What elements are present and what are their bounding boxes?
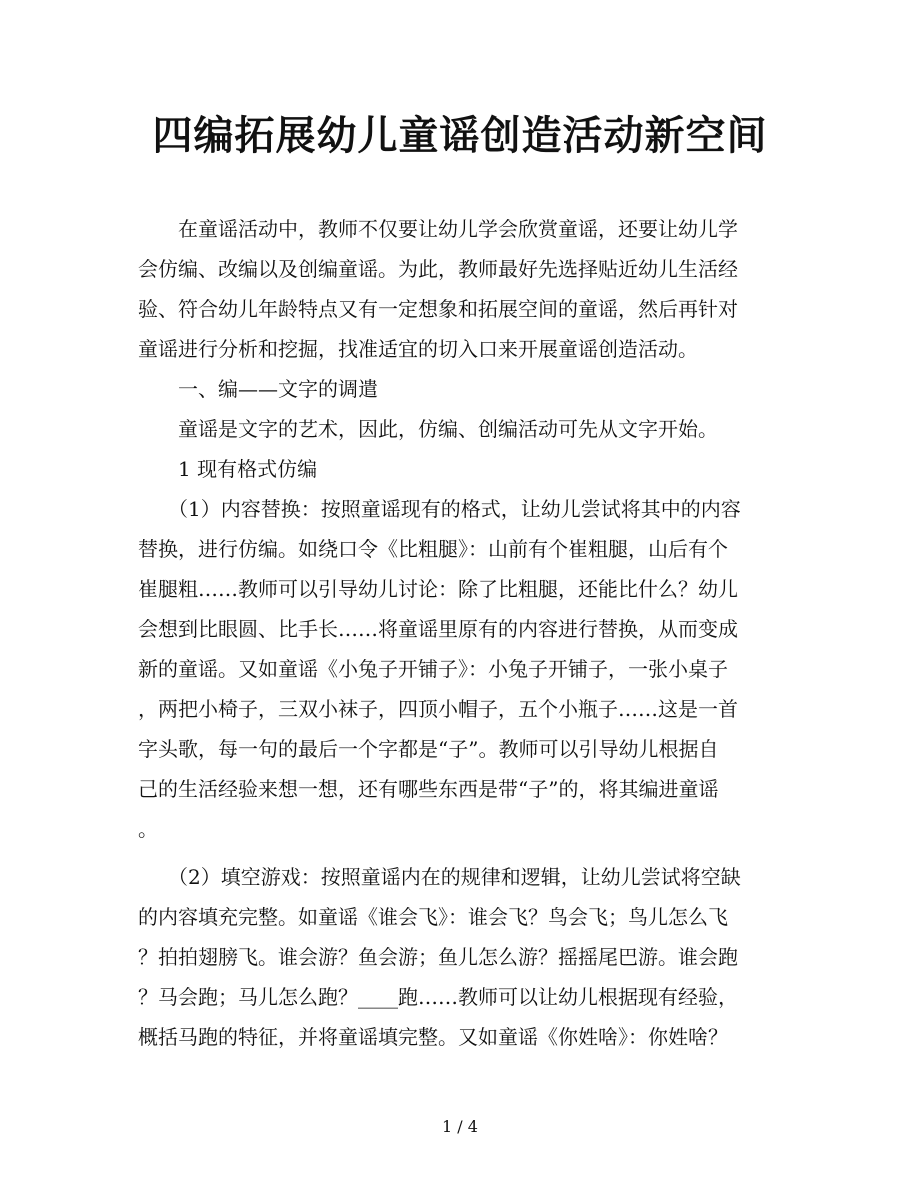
paragraph-line: 。 [138,817,158,841]
section-heading: 一、编——文字的调遣 [138,377,378,401]
paragraph-line: 己的生活经验来想一想，还有哪些东西是带“子”的，将其编进童谣 [138,777,719,801]
subsection-heading: 1 现有格式仿编 [138,457,318,481]
paragraph-line: （2）填空游戏：按照童谣内在的规律和逻辑，让幼儿尝试将空缺 [138,865,741,889]
document-title: 四编拓展幼儿童谣创造活动新空间 [152,112,768,159]
paragraph-line: 概括马跑的特征，并将童谣填完整。又如童谣《你姓啥》：你姓啥？ [138,1025,728,1049]
paragraph-line: 的内容填充完整。如童谣《谁会飞》：谁会飞？鸟会飞；鸟儿怎么飞 [138,905,728,929]
document-body [138,209,782,1057]
paragraph-line: 童谣进行分析和挖掘，找准适宜的切入口来开展童谣创造活动。 [138,337,698,361]
paragraph-line: 字头歌，每一句的最后一个字都是“子”。教师可以引导幼儿根据自 [138,737,719,761]
paragraph-line: ，两把小椅子，三双小袜子，四顶小帽子，五个小瓶子……这是一首 [138,697,738,721]
paragraph-line: 会想到比眼圆、比手长……将童谣里原有的内容进行替换，从而变成 [138,617,738,641]
paragraph-line: 崔腿粗……教师可以引导幼儿讨论：除了比粗腿，还能比什么？幼儿 [138,577,738,601]
paragraph-line: 新的童谣。又如童谣《小兔子开铺子》：小兔子开铺子，一张小桌子 [138,657,728,681]
paragraph-line: 会仿编、改编以及创编童谣。为此，教师最好先选择贴近幼儿生活经 [138,257,738,281]
paragraph-line: （1）内容替换：按照童谣现有的格式，让幼儿尝试将其中的内容 [138,497,741,521]
page-number: 1 / 4 [442,1117,478,1136]
paragraph-line: 替换，进行仿编。如绕口令《比粗腿》：山前有个崔粗腿，山后有个 [138,537,728,561]
paragraph-line: ？拍拍翅膀飞。谁会游？鱼会游；鱼儿怎么游？摇摇尾巴游。谁会跑 [138,945,738,969]
paragraph-line: 童谣是文字的艺术，因此，仿编、创编活动可先从文字开始。 [138,417,718,441]
paragraph-line: 验、符合幼儿年龄特点又有一定想象和拓展空间的童谣，然后再针对 [138,297,738,321]
paragraph-line: 在童谣活动中，教师不仅要让幼儿学会欣赏童谣，还要让幼儿学 [138,217,738,241]
paragraph-line: ？马会跑；马儿怎么跑？____跑……教师可以让幼儿根据现有经验， [138,985,738,1009]
